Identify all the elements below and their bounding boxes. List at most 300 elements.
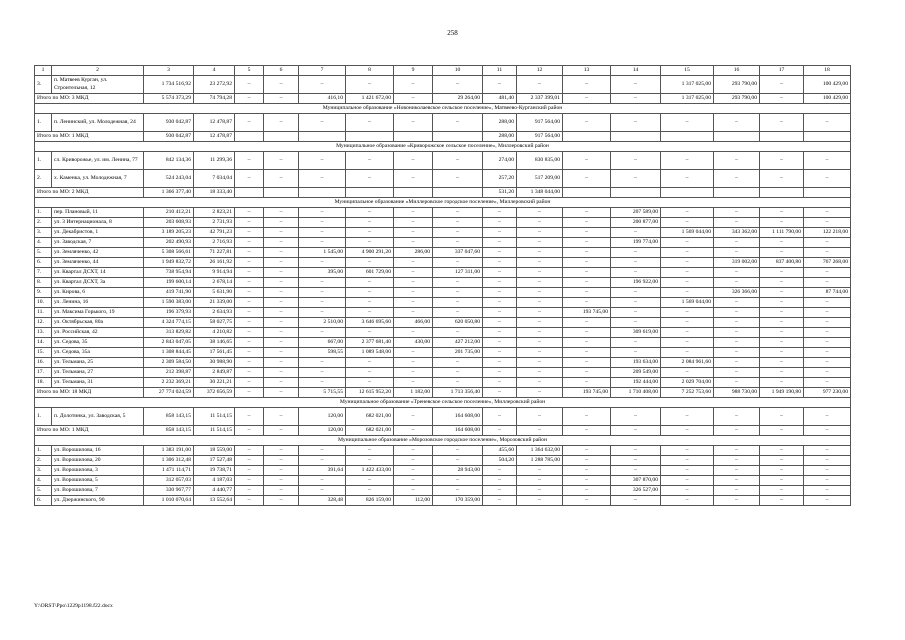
value-cell: – <box>517 76 563 94</box>
value-cell: – <box>235 358 264 368</box>
value-cell: – <box>760 76 804 94</box>
value-cell: – <box>235 308 264 318</box>
value-cell: 4 900 291,20 <box>346 248 394 258</box>
table-row <box>35 338 851 348</box>
table-row <box>35 208 851 218</box>
column-number-cell: 13 <box>563 66 611 76</box>
value-cell: – <box>714 114 760 132</box>
value-cell: – <box>483 278 517 288</box>
value-cell: – <box>760 208 804 218</box>
value-cell: – <box>517 208 563 218</box>
value-cell: – <box>433 456 483 466</box>
value-cell: – <box>299 208 346 218</box>
value-cell: – <box>483 378 517 388</box>
value-cell: 3 189 205,23 <box>144 228 194 238</box>
table-row <box>35 378 851 388</box>
table-row <box>35 268 851 278</box>
value-cell: – <box>483 368 517 378</box>
total-value-cell: 858 143,15 <box>144 426 194 436</box>
value-cell: 122 218,00 <box>804 228 851 238</box>
value-cell: 2 823,21 <box>194 208 235 218</box>
row-number-cell: 5. <box>35 486 52 496</box>
value-cell: 26 161,92 <box>194 258 235 268</box>
total-value-cell: – <box>264 426 299 436</box>
value-cell: – <box>714 318 760 328</box>
value-cell: 164 608,00 <box>433 408 483 426</box>
value-cell: 4 440,77 <box>194 486 235 496</box>
column-number-cell: 4 <box>194 66 235 76</box>
address-cell: ул. 3 Интернационала, 8 <box>52 218 144 228</box>
total-value-cell: 917 564,00 <box>517 132 563 142</box>
address-cell: ул. Октябрьская, 80а <box>52 318 144 328</box>
table-row <box>35 170 851 188</box>
value-cell: – <box>394 258 433 268</box>
value-cell: – <box>483 248 517 258</box>
total-value-cell: 1 710 408,00 <box>611 388 661 398</box>
column-number-cell: 8 <box>346 66 394 76</box>
value-cell: – <box>611 76 661 94</box>
table-row <box>35 298 851 308</box>
total-value-cell: – <box>264 94 299 104</box>
column-number-cell: 7 <box>299 66 346 76</box>
value-cell: 1 010 070,64 <box>144 496 194 506</box>
value-cell: – <box>299 456 346 466</box>
value-cell: 71 227,81 <box>194 248 235 258</box>
value-cell: – <box>804 496 851 506</box>
value-cell: – <box>264 348 299 358</box>
value-cell: – <box>611 298 661 308</box>
total-value-cell <box>433 132 483 142</box>
value-cell: – <box>714 446 760 456</box>
value-cell: – <box>804 328 851 338</box>
municipality-heading: Муниципальное образование «Треневское сельское поселение», Миллеровский район <box>35 398 851 408</box>
registry-table <box>34 65 851 506</box>
value-cell: – <box>563 496 611 506</box>
value-cell: – <box>611 466 661 476</box>
value-cell: – <box>433 288 483 298</box>
total-value-cell: 27 774 024,59 <box>144 388 194 398</box>
value-cell: – <box>433 228 483 238</box>
value-cell: – <box>661 318 714 328</box>
value-cell: – <box>563 288 611 298</box>
value-cell: – <box>517 368 563 378</box>
table-row <box>35 248 851 258</box>
total-row <box>35 426 851 436</box>
value-cell: 1 569 044,00 <box>661 298 714 308</box>
value-cell: – <box>483 238 517 248</box>
total-value-cell: 481,40 <box>483 94 517 104</box>
value-cell: – <box>760 486 804 496</box>
value-cell: – <box>563 218 611 228</box>
value-cell: 738 954,94 <box>144 268 194 278</box>
total-value-cell: – <box>563 94 611 104</box>
address-cell: ул. Ленина, 16 <box>52 298 144 308</box>
value-cell: – <box>760 288 804 298</box>
value-cell: 112,00 <box>394 496 433 506</box>
total-value-cell: 1 949 190,80 <box>760 388 804 398</box>
value-cell: 30 988,90 <box>194 358 235 368</box>
value-cell: – <box>264 228 299 238</box>
value-cell: – <box>264 358 299 368</box>
value-cell: – <box>517 358 563 368</box>
value-cell: – <box>299 476 346 486</box>
total-row <box>35 132 851 142</box>
value-cell: – <box>714 298 760 308</box>
column-number-cell: 15 <box>661 66 714 76</box>
total-value-cell <box>346 132 394 142</box>
table-row <box>35 466 851 476</box>
value-cell: 455,60 <box>483 446 517 456</box>
total-value-cell <box>804 188 851 198</box>
address-cell: ул. Квартал ДСХТ, 14 <box>52 268 144 278</box>
value-cell: – <box>235 258 264 268</box>
value-cell: – <box>517 408 563 426</box>
value-cell: – <box>433 238 483 248</box>
table-row <box>35 228 851 238</box>
value-cell: – <box>804 298 851 308</box>
value-cell: – <box>394 278 433 288</box>
value-cell: 9 914,94 <box>194 268 235 278</box>
value-cell: 1 545,00 <box>299 248 346 258</box>
row-number-cell: 4. <box>35 476 52 486</box>
value-cell: – <box>804 318 851 328</box>
value-cell: 2 731,93 <box>194 218 235 228</box>
value-cell: 193 745,00 <box>563 308 611 318</box>
value-cell: 200 877,00 <box>611 218 661 228</box>
value-cell: – <box>264 258 299 268</box>
total-value-cell: 18 333,40 <box>194 188 235 198</box>
value-cell: – <box>563 170 611 188</box>
address-cell: ул. Земляченко, 44 <box>52 258 144 268</box>
total-value-cell <box>235 188 264 198</box>
address-cell: п. Ленинский, ул. Молодежная, 24 <box>52 114 144 132</box>
value-cell: 192 444,00 <box>611 378 661 388</box>
value-cell: – <box>611 170 661 188</box>
value-cell: – <box>661 308 714 318</box>
value-cell: – <box>299 446 346 456</box>
total-value-cell <box>563 132 611 142</box>
value-cell: 309 619,00 <box>611 328 661 338</box>
total-value-cell: 193 745,00 <box>563 388 611 398</box>
value-cell: 202 490,93 <box>144 238 194 248</box>
total-value-cell: – <box>235 94 264 104</box>
total-value-cell: – <box>483 388 517 398</box>
value-cell: – <box>611 152 661 170</box>
total-value-cell: 682 021,00 <box>346 426 394 436</box>
value-cell: – <box>299 328 346 338</box>
total-value-cell: 164 608,00 <box>433 426 483 436</box>
value-cell: 1 734 516,92 <box>144 76 194 94</box>
value-cell: – <box>714 338 760 348</box>
value-cell: – <box>235 338 264 348</box>
value-cell: 337 047,60 <box>433 248 483 258</box>
value-cell: – <box>299 258 346 268</box>
value-cell: 2 716,93 <box>194 238 235 248</box>
value-cell: – <box>264 368 299 378</box>
value-cell: – <box>661 408 714 426</box>
address-cell: ул. Седова, 35 <box>52 338 144 348</box>
value-cell: – <box>264 76 299 94</box>
value-cell: – <box>804 218 851 228</box>
value-cell: – <box>563 298 611 308</box>
value-cell: 288,00 <box>483 114 517 132</box>
value-cell: – <box>661 258 714 268</box>
table-row <box>35 218 851 228</box>
total-value-cell: 1 366 377,40 <box>144 188 194 198</box>
value-cell: – <box>394 486 433 496</box>
value-cell: 4 187,03 <box>194 476 235 486</box>
value-cell: – <box>760 238 804 248</box>
value-cell: – <box>760 348 804 358</box>
value-cell: – <box>611 496 661 506</box>
value-cell: 203 608,93 <box>144 218 194 228</box>
value-cell: – <box>804 152 851 170</box>
total-value-cell: – <box>714 426 760 436</box>
value-cell: 21 339,00 <box>194 298 235 308</box>
value-cell: – <box>517 258 563 268</box>
municipality-heading: Муниципальное образование «Миллеровское городское поселение», Миллеровский район <box>35 198 851 208</box>
registry-table-wrapper <box>34 65 850 506</box>
value-cell: – <box>483 408 517 426</box>
row-number-cell: 2. <box>35 456 52 466</box>
value-cell: – <box>346 476 394 486</box>
column-number-cell: 11 <box>483 66 517 76</box>
value-cell: – <box>661 288 714 298</box>
section-heading-row <box>35 436 851 446</box>
value-cell: – <box>563 486 611 496</box>
value-cell: – <box>563 248 611 258</box>
value-cell: – <box>346 258 394 268</box>
value-cell: – <box>264 152 299 170</box>
value-cell: 201 735,00 <box>433 348 483 358</box>
value-cell: 1 288 785,00 <box>517 456 563 466</box>
value-cell: 2 084 961,60 <box>661 358 714 368</box>
value-cell: – <box>235 328 264 338</box>
value-cell: – <box>264 170 299 188</box>
row-number-cell: 4. <box>35 238 52 248</box>
address-cell: ул. Тельмана, 25 <box>52 358 144 368</box>
value-cell: – <box>433 486 483 496</box>
row-number-cell: 1. <box>35 446 52 456</box>
value-cell: 598,55 <box>299 348 346 358</box>
value-cell: – <box>483 496 517 506</box>
value-cell: – <box>661 268 714 278</box>
value-cell: – <box>804 446 851 456</box>
value-cell: – <box>299 76 346 94</box>
value-cell: – <box>714 368 760 378</box>
value-cell: – <box>394 238 433 248</box>
value-cell: – <box>714 208 760 218</box>
value-cell: – <box>483 486 517 496</box>
value-cell: 11 299,36 <box>194 152 235 170</box>
total-row <box>35 388 851 398</box>
value-cell: – <box>517 248 563 258</box>
value-cell: 100 429,00 <box>804 76 851 94</box>
value-cell: – <box>394 218 433 228</box>
value-cell: – <box>235 238 264 248</box>
value-cell: – <box>299 228 346 238</box>
value-cell: – <box>714 378 760 388</box>
value-cell: – <box>433 446 483 456</box>
value-cell: – <box>760 318 804 328</box>
value-cell: – <box>483 466 517 476</box>
value-cell: – <box>714 238 760 248</box>
value-cell: – <box>235 278 264 288</box>
value-cell: 5 631,90 <box>194 288 235 298</box>
value-cell: – <box>346 208 394 218</box>
value-cell: 319 002,00 <box>714 258 760 268</box>
value-cell: – <box>804 476 851 486</box>
column-number-cell: 14 <box>611 66 661 76</box>
address-cell: ул. Кирова, 6 <box>52 288 144 298</box>
value-cell: – <box>714 496 760 506</box>
value-cell: – <box>804 368 851 378</box>
value-cell: 326 527,00 <box>611 486 661 496</box>
value-cell: – <box>235 268 264 278</box>
value-cell: – <box>517 496 563 506</box>
value-cell: 127 311,00 <box>433 268 483 278</box>
value-cell: 312 057,03 <box>144 476 194 486</box>
row-number-cell: 3. <box>35 228 52 238</box>
value-cell: – <box>517 288 563 298</box>
value-cell: – <box>299 114 346 132</box>
value-cell: – <box>346 358 394 368</box>
value-cell: – <box>264 466 299 476</box>
value-cell: – <box>264 328 299 338</box>
section-heading-row <box>35 142 851 152</box>
row-number-cell: 3. <box>35 466 52 476</box>
total-value-cell: 288,00 <box>483 132 517 142</box>
value-cell: – <box>563 76 611 94</box>
total-label: Итого по МО: 2 МКД <box>35 188 144 198</box>
value-cell: 4 324 774,15 <box>144 318 194 328</box>
value-cell: 7 034,04 <box>194 170 235 188</box>
table-row <box>35 238 851 248</box>
value-cell: – <box>611 248 661 258</box>
value-cell: – <box>483 358 517 368</box>
value-cell: 466,00 <box>394 318 433 328</box>
row-number-cell: 6. <box>35 496 52 506</box>
value-cell: – <box>804 456 851 466</box>
total-value-cell <box>264 188 299 198</box>
value-cell: – <box>346 328 394 338</box>
total-value-cell: 1 348 044,00 <box>517 188 563 198</box>
value-cell: 395,00 <box>299 268 346 278</box>
value-cell: – <box>611 228 661 238</box>
value-cell: 842 134,36 <box>144 152 194 170</box>
row-number-cell: 15. <box>35 348 52 358</box>
total-row <box>35 188 851 198</box>
address-cell: ул. Ворошилова, 5 <box>52 476 144 486</box>
table-row <box>35 456 851 466</box>
value-cell: – <box>563 228 611 238</box>
value-cell: – <box>714 268 760 278</box>
value-cell: – <box>394 208 433 218</box>
row-number-cell: 10. <box>35 298 52 308</box>
value-cell: – <box>433 258 483 268</box>
value-cell: – <box>346 298 394 308</box>
value-cell: 307 870,00 <box>611 476 661 486</box>
table-row <box>35 76 851 94</box>
value-cell: – <box>661 218 714 228</box>
total-value-cell <box>346 188 394 198</box>
value-cell: – <box>661 368 714 378</box>
table-row <box>35 368 851 378</box>
value-cell: 170 359,00 <box>433 496 483 506</box>
address-cell: ул. Ворошилова, 16 <box>52 446 144 456</box>
value-cell: – <box>804 308 851 318</box>
value-cell: – <box>563 466 611 476</box>
value-cell: – <box>394 328 433 338</box>
total-value-cell: 29 264,00 <box>433 94 483 104</box>
address-cell: п. Матвеев Курган, ул. Строительная, 12 <box>52 76 144 94</box>
row-number-cell: 7. <box>35 268 52 278</box>
value-cell: 1 317 025,00 <box>661 76 714 94</box>
value-cell: – <box>394 378 433 388</box>
row-number-cell: 2. <box>35 170 52 188</box>
value-cell: – <box>611 268 661 278</box>
value-cell: – <box>517 218 563 228</box>
table-row <box>35 476 851 486</box>
table-row <box>35 152 851 170</box>
value-cell: – <box>235 408 264 426</box>
table-row <box>35 446 851 456</box>
value-cell: – <box>483 76 517 94</box>
value-cell: 196 379,93 <box>144 308 194 318</box>
table-row <box>35 278 851 288</box>
value-cell: 391,64 <box>299 466 346 476</box>
value-cell: – <box>563 208 611 218</box>
value-cell: – <box>517 238 563 248</box>
total-value-cell: 1 713 356,40 <box>433 388 483 398</box>
address-cell: п. Долотинка, ул. Заводская, 5 <box>52 408 144 426</box>
column-number-cell: 2 <box>52 66 144 76</box>
total-value-cell: – <box>394 426 433 436</box>
value-cell: – <box>299 298 346 308</box>
column-number-cell: 17 <box>760 66 804 76</box>
value-cell: 830 835,00 <box>517 152 563 170</box>
value-cell: – <box>346 278 394 288</box>
value-cell: – <box>235 228 264 238</box>
row-number-cell: 2. <box>35 218 52 228</box>
value-cell: – <box>235 466 264 476</box>
total-value-cell: – <box>760 426 804 436</box>
value-cell: – <box>235 208 264 218</box>
value-cell: – <box>483 208 517 218</box>
value-cell: – <box>299 238 346 248</box>
value-cell: – <box>346 288 394 298</box>
value-cell: – <box>483 308 517 318</box>
row-number-cell: 17. <box>35 368 52 378</box>
value-cell: – <box>760 298 804 308</box>
row-number-cell: 18. <box>35 378 52 388</box>
value-cell: – <box>483 268 517 278</box>
value-cell: – <box>483 228 517 238</box>
value-cell: – <box>346 308 394 318</box>
column-number-cell: 3 <box>144 66 194 76</box>
value-cell: – <box>235 496 264 506</box>
value-cell: – <box>264 308 299 318</box>
value-cell: – <box>235 218 264 228</box>
value-cell: – <box>346 152 394 170</box>
total-value-cell <box>661 132 714 142</box>
row-number-cell: 6. <box>35 258 52 268</box>
value-cell: 1 111 790,00 <box>760 228 804 238</box>
municipality-heading: Муниципальное образование «Криворожское сельское поселение», Миллеровский район <box>35 142 851 152</box>
value-cell: – <box>760 308 804 318</box>
total-value-cell <box>264 132 299 142</box>
value-cell: 826 159,00 <box>346 496 394 506</box>
